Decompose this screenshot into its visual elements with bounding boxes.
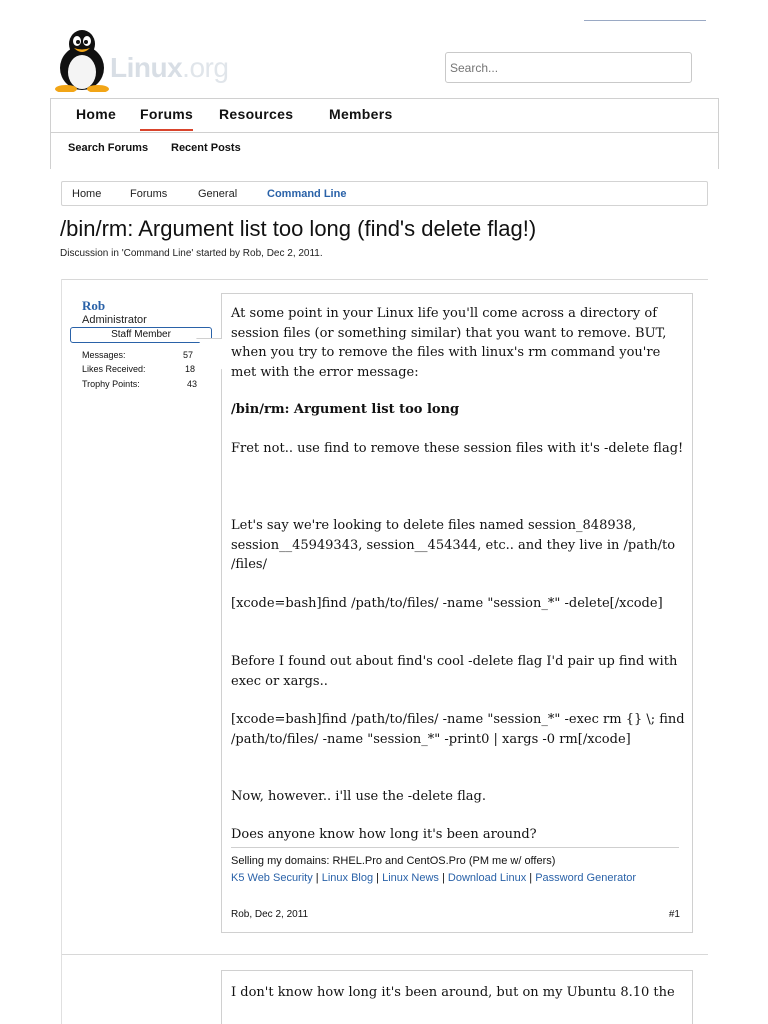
tab-members[interactable]: Members [329, 106, 393, 122]
site-logo[interactable] [52, 28, 252, 92]
tux-penguin-icon [52, 28, 112, 92]
tab-forums[interactable]: Forums [140, 106, 193, 131]
linux-blog-link[interactable]: Linux Blog [321, 872, 374, 884]
post-paragraph: Let's say we're looking to delete files named session_848938, session__45949343, session__454344, etc.. and they live in /path/to /files/ [231, 518, 676, 572]
logo-wordmark: Linux.org [110, 52, 229, 83]
main-navigation [50, 98, 719, 133]
page-title: /bin/rm: Argument list too long (find's delete flag!) [60, 216, 537, 241]
breadcrumb-general[interactable]: General [198, 188, 238, 200]
top-account-link[interactable] [584, 18, 706, 21]
signature-links: K5 Web Security | Linux Blog | Linux News | Download Linux | Password Generator [231, 872, 637, 884]
signature-text: Selling my domains: RHEL.Pro and CentOS.Pro (PM me w/ offers) [231, 855, 556, 867]
breadcrumb-command-line[interactable]: Command Line [267, 188, 347, 200]
forums-subnav [50, 133, 719, 169]
k5-web-security-link[interactable]: K5 Web Security [231, 872, 313, 884]
thread-description: Discussion in 'Command Line' started by Rob, Dec 2, 2011. [60, 248, 323, 259]
breadcrumb-home[interactable]: Home [72, 188, 102, 200]
post-paragraph: Fret not.. use find to remove these session files with it's -delete flag! [231, 441, 684, 456]
search-input[interactable] [445, 52, 692, 83]
post-code-paragraph: [xcode=bash]find /path/to/files/ -name "session_*" -exec rm {} \; find /path/to/files/ -name "session_*" -print0 | xargs -0 rm[/xcode] [231, 712, 685, 747]
stat-value[interactable]: 57 [182, 350, 193, 360]
search-forums-link[interactable]: Search Forums [68, 142, 149, 154]
post-divider [61, 954, 708, 955]
post-paragraph: Before I found out about find's cool -delete flag I'd pair up find with exec or xargs.. [231, 654, 678, 689]
author-name-link[interactable]: Rob [82, 298, 106, 313]
signature-divider [231, 847, 679, 848]
message-pointer [196, 338, 222, 370]
post-paragraph-bold: /bin/rm: Argument list too long [231, 402, 460, 417]
stat-value[interactable]: 43 [186, 379, 197, 389]
post-paragraph: I don't know how long it's been around, but on my Ubuntu 8.10 the [231, 985, 675, 1000]
stat-label: Likes Received: [82, 364, 146, 374]
tab-home[interactable]: Home [76, 106, 117, 122]
breadcrumb [61, 181, 708, 206]
recent-posts-link[interactable]: Recent Posts [171, 142, 241, 154]
password-generator-link[interactable]: Password Generator [535, 872, 637, 884]
stat-label: Messages: [82, 350, 126, 360]
post-code-paragraph: [xcode=bash]find /path/to/files/ -name "session_*" -delete[/xcode] [231, 596, 663, 611]
post-left-border [61, 279, 62, 954]
staff-member-badge: Staff Member [70, 327, 212, 343]
user-title: Administrator [82, 314, 147, 326]
linux-news-link[interactable]: Linux News [382, 872, 439, 884]
tab-resources[interactable]: Resources [219, 106, 294, 122]
post-paragraph: At some point in your Linux life you'll come across a directory of session files (or something similar) that you want to remove. BUT, when you try to remove the files with linux's rm command you're met with the error message: [231, 306, 667, 380]
post-date-link[interactable]: Rob, Dec 2, 2011 [231, 909, 309, 920]
post-divider [61, 279, 708, 280]
post-permalink[interactable]: #1 [668, 909, 680, 920]
stat-label: Trophy Points: [82, 379, 140, 389]
post-paragraph: Now, however.. i'll use the -delete flag. [231, 789, 486, 804]
breadcrumb-forums[interactable]: Forums [130, 188, 168, 200]
stat-value: 18 [184, 364, 195, 374]
post-left-border [61, 954, 62, 1024]
post-paragraph: Does anyone know how long it's been around? [231, 827, 537, 842]
download-linux-link[interactable]: Download Linux [447, 872, 527, 884]
